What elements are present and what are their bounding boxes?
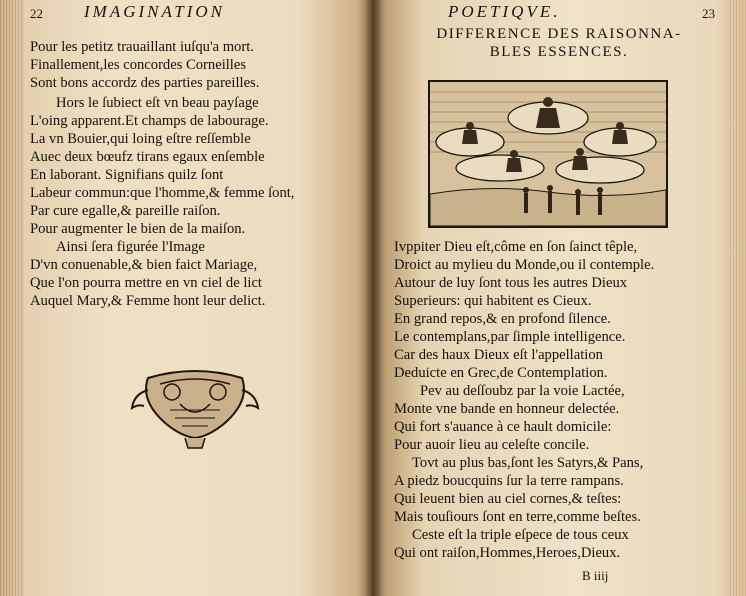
- text-line: Autour de luy ſont tous les autres Dieux: [394, 275, 628, 291]
- text-line: Qui leuent bien au ciel cornes,& teſtes:: [394, 491, 622, 507]
- woodcut-illustration: [428, 80, 668, 228]
- signature-mark: B iiij: [582, 568, 609, 583]
- text-line: Pour les petitz trauaillant iuſqu'a mort.: [30, 39, 254, 55]
- text-line: Tovt au plus bas,ſont les Satyrs,& Pans,: [412, 455, 644, 471]
- text-line: Ainsi ſera figurée l'Image: [56, 239, 205, 255]
- page-edge-left: [0, 0, 24, 596]
- section-heading-line-2: BLES ESSENCES.: [489, 44, 629, 60]
- text-line: Labeur commun:que l'homme,& femme ſont,: [30, 185, 295, 201]
- text-line: Auec deux bœufz tirans egaux enſemble: [30, 149, 265, 165]
- text-line: Par cure egalle,& pareille raiſon.: [30, 203, 221, 219]
- text-line: A piedz boucquins ſur la terre rampans.: [394, 473, 624, 489]
- page-edge-right: [730, 0, 746, 596]
- text-line: En grand repos,& en profond ſilence.: [394, 311, 611, 327]
- text-line: Superieurs: qui habitent es Cieux.: [394, 293, 592, 309]
- text-line: Ceste eſt la triple eſpece de tous ceux: [412, 527, 629, 543]
- left-page-number: 22: [30, 6, 43, 21]
- section-heading-line-1: DIFFERENCE DES RAISONNA-: [436, 26, 682, 42]
- text-line: La vn Bouier,qui loing eſtre reſſemble: [30, 131, 251, 147]
- ornament-vase-icon: [130, 360, 260, 452]
- text-line: Auquel Mary,& Femme hont leur delict.: [30, 293, 266, 309]
- text-line: Pour auoir lieu au celeſte concile.: [394, 437, 590, 453]
- text-line: Monte vne bande en honneur delectée.: [394, 401, 620, 417]
- text-line: Deduicte en Grec,de Contemplation.: [394, 365, 608, 381]
- text-line: Que l'on pourra mettre en vn ciel de lict: [30, 275, 262, 291]
- text-line: Le contemplans,par ſimple intelligence.: [394, 329, 626, 345]
- text-line: Mais touſiours ſont en terre,comme beſtes.: [394, 509, 641, 525]
- right-page: [372, 0, 746, 596]
- left-page: [0, 0, 372, 596]
- text-line: Pour augmenter le bien de la maiſon.: [30, 221, 246, 237]
- text-line: D'vn conuenable,& bien faict Mariage,: [30, 257, 258, 273]
- text-line: Finallement,les concordes Corneilles: [30, 57, 247, 73]
- text-line: Pev au deſſoubz par la voie Lactée,: [420, 383, 625, 399]
- text-line: L'oing apparent.Et champs de labourage.: [30, 113, 269, 129]
- text-line: Qui fort s'auance à ce hault domicile:: [394, 419, 612, 435]
- text-line: Ivppiter Dieu eſt,côme en ſon ſainct têple,: [394, 239, 638, 255]
- woodcut-gods-clouds-icon: [430, 82, 666, 226]
- text-line: Sont bons accordz des parties pareilles.: [30, 75, 260, 91]
- text-line: En laborant. Signifians quilz ſont: [30, 167, 224, 183]
- book-gutter: [364, 0, 382, 596]
- text-line: Droict au mylieu du Monde,ou il contemple.: [394, 257, 655, 273]
- right-page-number: 23: [702, 6, 715, 21]
- right-running-head: POETIQVE.: [448, 2, 561, 21]
- text-line: Car des haux Dieux eſt l'appellation: [394, 347, 603, 363]
- text-line: Hors le ſubiect eſt vn beau payſage: [56, 95, 259, 111]
- text-line: Qui ont raiſon,Hommes,Heroes,Dieux.: [394, 545, 621, 561]
- left-running-head: IMAGINATION: [84, 2, 225, 21]
